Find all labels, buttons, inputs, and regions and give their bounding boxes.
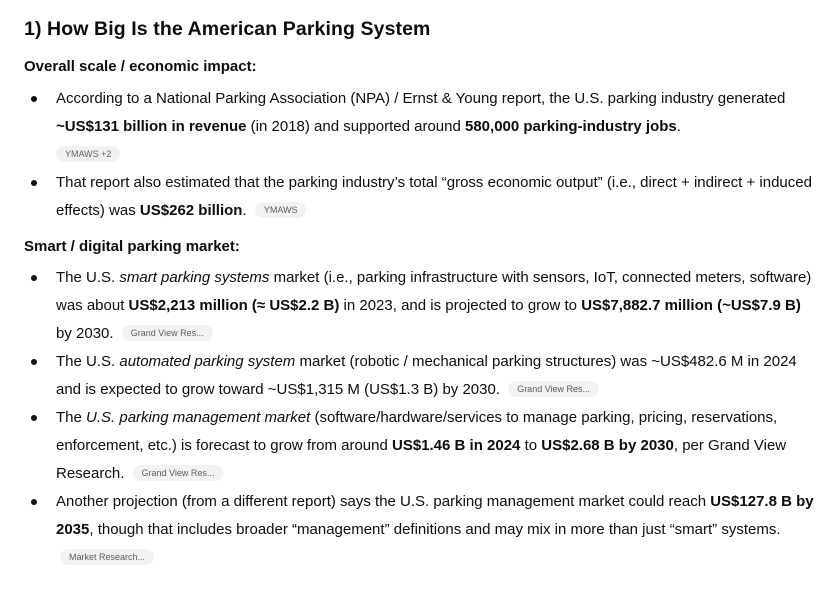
- list-item: [24, 169, 814, 225]
- section-heading-overall-scale: Overall scale / economic impact:: [24, 58, 257, 75]
- list-item-text: [56, 493, 814, 538]
- italic-text: U.S. parking management market: [86, 409, 311, 426]
- text-run: (software/hardware/services to manage parking, pricing, reservations, enforcement, etc.) is forecast to grow from around: [56, 409, 778, 454]
- bold-text: US$127.8 B by 2035: [56, 493, 814, 538]
- text-run: That report also estimated that the parking industry’s total “gross economic output” (i.e., direct + indirect + induced effects) was: [56, 174, 812, 219]
- text-run: , though that includes broader “management” definitions and may mix in more than just “smart” systems.: [89, 521, 781, 538]
- bold-text: US$1.46 B in 2024: [391, 437, 521, 454]
- italic-text: automated parking system: [119, 353, 296, 370]
- citation-chip[interactable]: Grand View Res...: [133, 465, 224, 481]
- citation-chip[interactable]: Grand View Res...: [508, 381, 599, 397]
- bullet-dot-icon: [31, 359, 37, 365]
- list-item-text: [56, 90, 785, 135]
- text-run: The U.S.: [56, 353, 120, 370]
- list-item: [24, 488, 814, 572]
- text-run: to: [520, 437, 542, 454]
- text-run: The: [56, 409, 87, 426]
- text-run: According to a National Parking Association (NPA) / Ernst & Young report, the U.S. parking industry generated: [56, 90, 786, 107]
- page-title: 1) How Big Is the American Parking System: [24, 18, 431, 40]
- bullet-dot-icon: [31, 96, 37, 102]
- text-run: .: [242, 202, 247, 219]
- text-run: .: [676, 118, 681, 135]
- bold-text: US$2.68 B by 2030: [541, 437, 674, 454]
- text-run: market (robotic / mechanical parking structures) was ~US$482.6 M in 2024 and is expected to grow toward ~US$1,315 M (US$1.3 B) by 2030.: [56, 353, 797, 398]
- bullet-list-smart-parking: [24, 264, 814, 572]
- bold-text: US$7,882.7 million (~US$7.9 B): [581, 297, 801, 314]
- list-item: [24, 404, 814, 488]
- list-item: [24, 264, 814, 348]
- bold-text: US$2,213 million (≈ US$2.2 B): [128, 297, 340, 314]
- bold-text: ~US$131 billion in revenue: [56, 118, 247, 135]
- bullet-dot-icon: [31, 275, 37, 281]
- text-run: in 2023, and is projected to grow to: [339, 297, 582, 314]
- bullet-dot-icon: [31, 180, 37, 186]
- text-run: Another projection (from a different report) says the U.S. parking management market could reach: [56, 493, 711, 510]
- section-heading-smart-parking: Smart / digital parking market:: [24, 238, 240, 255]
- list-item: [24, 85, 814, 169]
- list-item-text: [56, 353, 797, 398]
- citation-chip[interactable]: Grand View Res...: [122, 325, 213, 341]
- text-run: (in 2018) and supported around: [246, 118, 465, 135]
- italic-text: smart parking systems: [119, 269, 270, 286]
- list-item-text: [56, 174, 812, 219]
- text-run: market (i.e., parking infrastructure with sensors, IoT, connected meters, software) was about: [56, 269, 812, 314]
- bullet-dot-icon: [31, 415, 37, 421]
- text-run: The U.S.: [56, 269, 120, 286]
- bold-text: 580,000 parking-industry jobs: [465, 118, 677, 135]
- bold-text: US$262 billion: [139, 202, 243, 219]
- citation-chip[interactable]: Market Research...: [60, 549, 154, 565]
- citation-chip[interactable]: YMAWS +2: [56, 146, 120, 162]
- citation-chip[interactable]: YMAWS: [255, 202, 307, 218]
- list-item: [24, 348, 814, 404]
- text-run: , per Grand View Research.: [56, 437, 787, 482]
- bullet-dot-icon: [31, 499, 37, 505]
- bullet-list-overall-scale: [24, 85, 814, 225]
- text-run: by 2030.: [56, 325, 114, 342]
